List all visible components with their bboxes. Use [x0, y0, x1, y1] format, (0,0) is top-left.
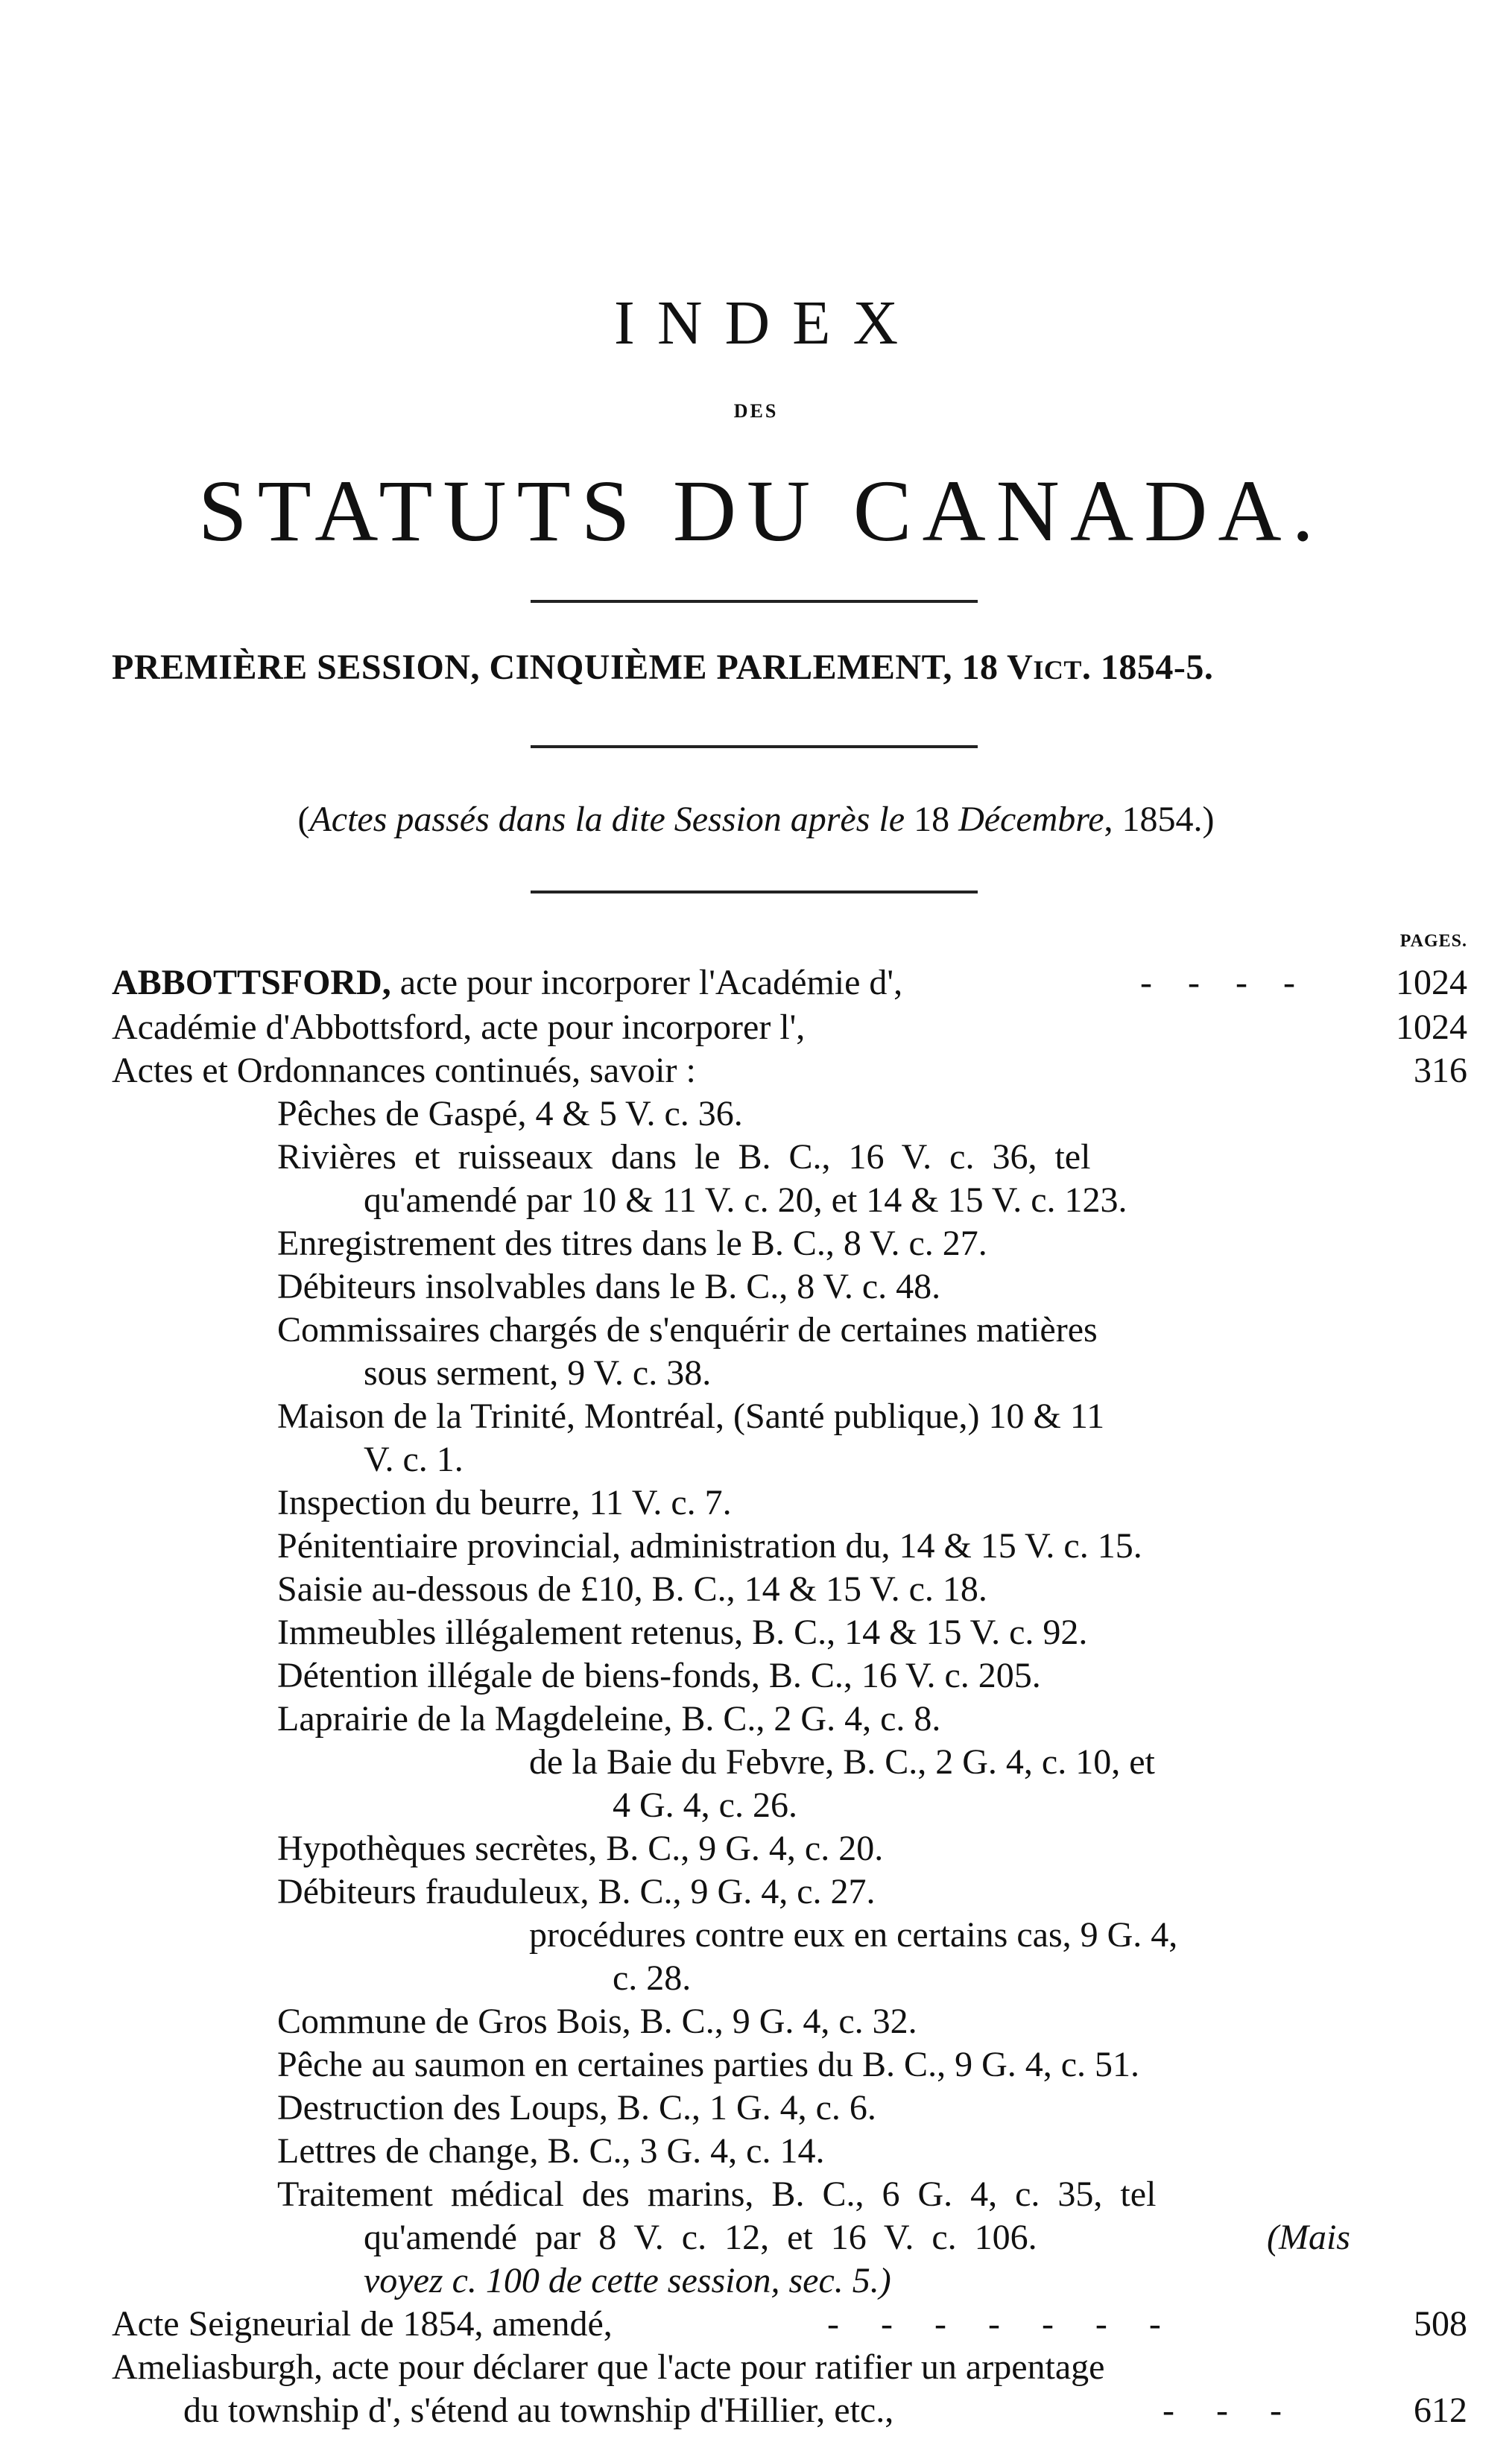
entry-text: acte pour incorporer l'Académie d', — [390, 963, 903, 1002]
sub-entry: qu'amendé par 8 V. c. 12, et 16 V. c. 106. — [364, 2218, 1037, 2257]
divider-3 — [531, 891, 978, 893]
sub-entry: Enregistrement des titres dans le B. C., 8 V. c. 27. — [277, 1224, 987, 1263]
page-number: 508 — [1414, 2304, 1467, 2344]
session-note — [0, 799, 1512, 840]
sub-entry: c. 28. — [613, 1958, 692, 1998]
sub-entry: Commune de Gros Bois, B. C., 9 G. 4, c. 32. — [277, 2002, 917, 2041]
divider-2 — [531, 745, 978, 748]
index-entry-continued: du township d', s'étend au township d'Hillier, etc., — [183, 2391, 894, 2430]
sub-entry: Pénitentiaire provincial, administration du, 14 & 15 V. c. 15. — [277, 1526, 1142, 1566]
sub-entry-italic: voyez c. 100 de cette session, sec. 5.) — [364, 2261, 891, 2300]
sub-entry: Détention illégale de biens-fonds, B. C., 16 V. c. 205. — [277, 1656, 1041, 1695]
session-line — [112, 647, 1475, 688]
index-entry: Acte Seigneurial de 1854, amendé, — [112, 2304, 613, 2344]
index-entry — [112, 961, 902, 1005]
leaders: - - - - — [1140, 963, 1309, 1002]
sub-entry: sous serment, 9 V. c. 38. — [364, 1353, 712, 1393]
sub-entry: Débiteurs insolvables dans le B. C., 8 V. c. 48. — [277, 1267, 941, 1306]
divider-1 — [531, 600, 978, 603]
note-close: , 1854.) — [1104, 800, 1215, 839]
sub-entry: Inspection du beurre, 11 V. c. 7. — [277, 1483, 732, 1522]
page-number: 1024 — [1396, 963, 1467, 1002]
session-vict: ICT — [1033, 655, 1082, 685]
sub-entry: Maison de la Trinité, Montréal, (Santé publique,) 10 & 11 — [277, 1396, 1105, 1436]
sub-entry: Destruction des Loups, B. C., 1 G. 4, c. 6. — [277, 2088, 876, 2128]
sub-entry: Immeubles illégalement retenus, B. C., 14 & 15 V. c. 92. — [277, 1613, 1088, 1652]
sub-entry: Laprairie de la Magdeleine, B. C., 2 G. 4, c. 8. — [277, 1699, 941, 1739]
page-number: 612 — [1414, 2391, 1467, 2430]
session-years: . 1854-5. — [1081, 648, 1214, 687]
sub-entry: Traitement médical des marins, B. C., 6 G. 4, c. 35, tel — [277, 2174, 1157, 2214]
sub-entry: Débiteurs frauduleux, B. C., 9 G. 4, c. 27. — [277, 1872, 876, 1911]
sub-entry: 4 G. 4, c. 26. — [613, 1785, 797, 1825]
sub-entry: Lettres de change, B. C., 3 G. 4, c. 14. — [277, 2131, 825, 2171]
leaders: - - - — [1163, 2391, 1298, 2430]
sub-entry: Rivières et ruisseaux dans le B. C., 16 V. c. 36, tel — [277, 1137, 1091, 1177]
note-month: Décembre — [958, 800, 1104, 839]
note-open: ( — [297, 800, 310, 839]
title-des: DES — [733, 400, 779, 422]
page-number: 316 — [1414, 1051, 1467, 1090]
sub-entry: Commissaires chargés de s'enquérir de certaines matières — [277, 1310, 1098, 1350]
sub-entry: qu'amendé par 10 & 11 V. c. 20, et 14 & 15 V. c. 123. — [364, 1180, 1127, 1220]
page-subtitle: STATUTS DU CANADA. — [197, 462, 1325, 560]
index-entry: Ameliasburgh, acte pour déclarer que l'acte pour ratifier un arpentage — [112, 2347, 1105, 2387]
note-italic: Actes passés dans la dite Session après le — [309, 800, 905, 839]
sub-entry: Hypothèques secrètes, B. C., 9 G. 4, c. 20. — [277, 1829, 884, 1868]
page-title: INDEX — [613, 288, 921, 358]
sub-entry: Saisie au-dessous de £10, B. C., 14 & 15 V. c. 18. — [277, 1569, 987, 1609]
pages-column-label: PAGES. — [1399, 931, 1467, 951]
sub-entry: Pêche au saumon en certaines parties du B. C., 9 G. 4, c. 51. — [277, 2045, 1140, 2084]
entry-head: ABBOTTSFORD, — [112, 963, 391, 1002]
page-number: 1024 — [1396, 1008, 1467, 1047]
sub-entry: procédures contre eux en certains cas, 9 G. 4, — [529, 1915, 1178, 1955]
leaders: - - - - - - - — [827, 2304, 1177, 2344]
note-day: 18 — [905, 800, 959, 839]
session-main: PREMIÈRE SESSION, CINQUIÈME PARLEMENT, 18 V — [112, 648, 1034, 687]
sub-entry: de la Baie du Febvre, B. C., 2 G. 4, c. 10, et — [529, 1742, 1155, 1782]
sub-entry: Pêches de Gaspé, 4 & 5 V. c. 36. — [277, 1094, 743, 1133]
sub-entry: V. c. 1. — [364, 1440, 464, 1479]
sub-entry-italic: (Mais — [1267, 2218, 1350, 2257]
index-entry: Académie d'Abbottsford, acte pour incorporer l', — [112, 1008, 806, 1047]
index-entry: Actes et Ordonnances continués, savoir : — [112, 1051, 696, 1090]
